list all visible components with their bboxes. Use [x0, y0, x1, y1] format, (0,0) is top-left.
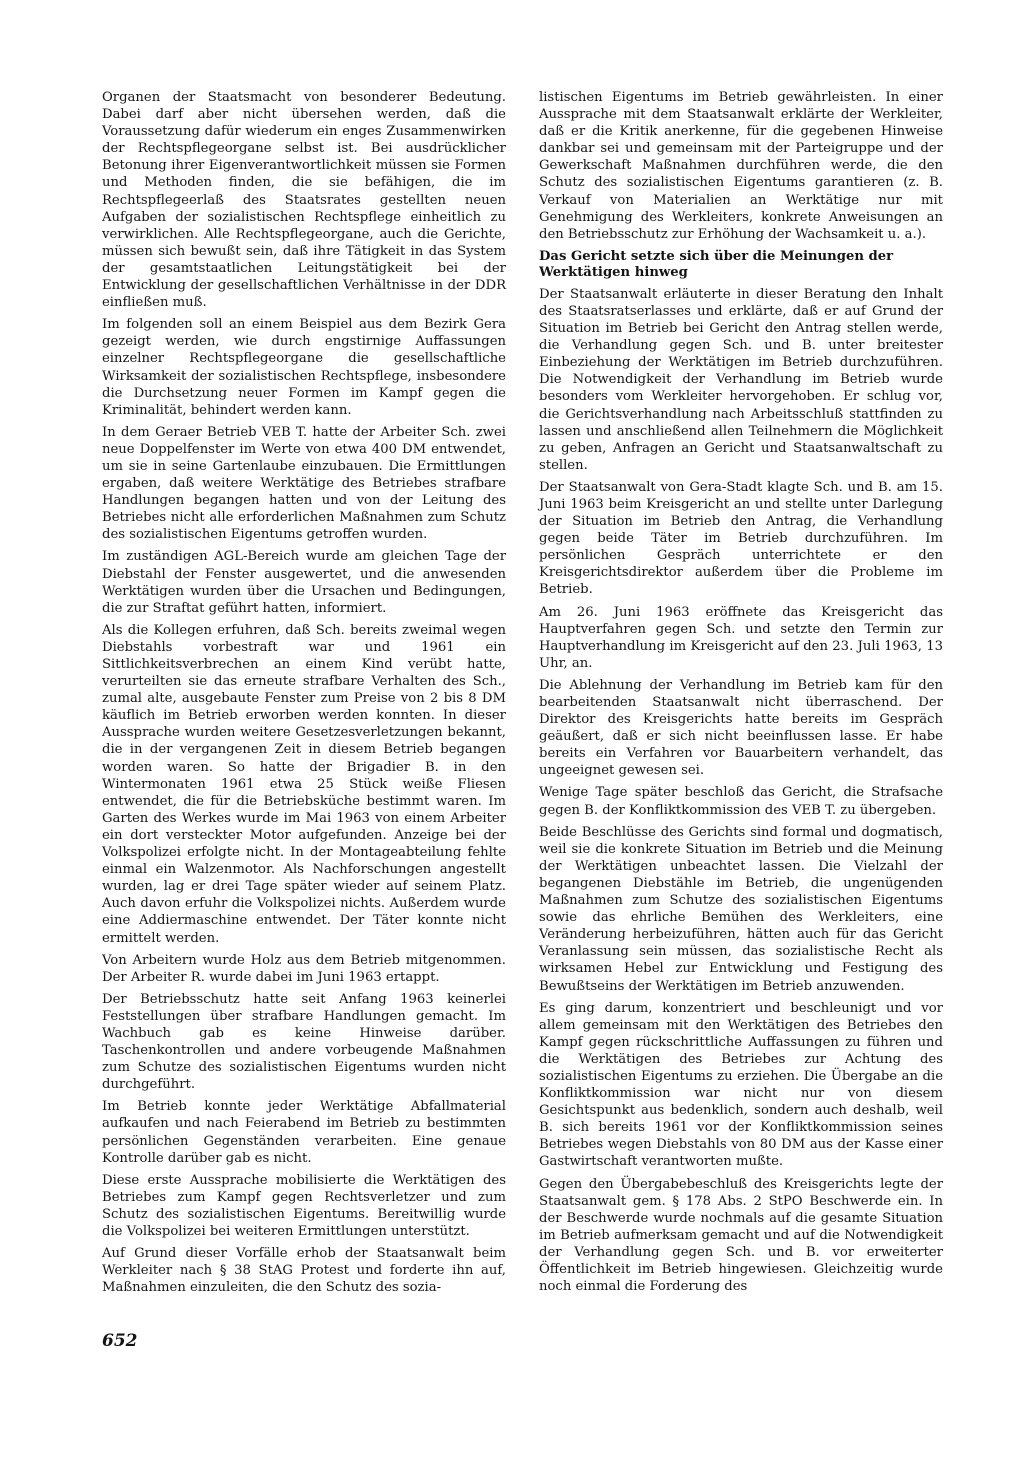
paragraph: Von Arbeitern wurde Holz aus dem Betrieb mitgenommen. Der Arbeiter R. wurde dabei im Juni 1963 ertappt.	[102, 952, 506, 985]
right-column	[539, 89, 943, 1300]
paragraph: Organen der Staatsmacht von besonderer Bedeutung. Dabei darf aber nicht übersehen werden, daß die Voraussetzung dafür wiederum ein enges Zusammenwirken der Rechtspflegeorgane selbst ist. Bei ausdrücklicher Betonung ihrer Eigenverantwortlichkeit müssen sie Formen und Methoden finden, die sie befähigen, die im Rechtspflegeerlaß des Staatsrates gestellten neuen Aufgaben der sozialistischen Rechtspflege einheitlich zu verwirklichen. Alle Rechtspflegeorgane, auch die Gerichte, müssen sich bewußt sein, daß ihre Tätigkeit in das System der gesamtstaatlichen Leitungstätigkeit bei der Entwicklung der gesellschaftlichen Verhältnisse in der DDR einfließen muß.	[102, 90, 506, 311]
paragraph: Im Betrieb konnte jeder Werktätige Abfallmaterial aufkaufen und nach Feierabend im Betrieb zu bestimmten persönlichen Gegenständen verarbeiten. Eine genaue Kontrolle darüber gab es nicht.	[102, 1099, 506, 1166]
paragraph: Der Staatsanwalt von Gera-Stadt klagte Sch. und B. am 15. Juni 1963 beim Kreisgericht an und stellte unter Darlegung der Situation im Betrieb den Antrag, die Verhandlung gegen beide Täter im Betrieb durchzuführen. Im persönlichen Gespräch unterrichtete er den Kreisgerichtsdirektor außerdem über die Probleme im Betrieb.	[539, 479, 943, 598]
paragraph: Es ging darum, konzentriert und beschleunigt und vor allem gemeinsam mit den Werktätigen des Betriebes den Kampf gegen rückschrittliche Auffassungen zu führen und die Werktätigen des Betriebes zur Achtung des sozialistischen Eigentums zu erziehen. Die Übergabe an die Konfliktkommission war nicht nur von diesem Gesichtspunkt aus bedenklich, sondern auch deshalb, weil B. sich bereits 1961 vor der Konfliktkommission seines Betriebes wegen Diebstahls von 80 DM aus der Kasse einer Gastwirtschaft verantworten mußte.	[539, 1000, 943, 1170]
paragraph: Gegen den Übergabebeschluß des Kreisgerichts legte der Staatsanwalt gem. § 178 Abs. 2 StPO Beschwerde ein. In der Beschwerde wurde nochmals auf die gesamte Situation im Betrieb aufmerksam gemacht und auf die Notwendigkeit der Verhandlung gegen Sch. und B. vor erweiterter Öffentlichkeit im Betrieb hingewiesen. Gleichzeitig wurde noch einmal die Forderung des	[539, 1176, 943, 1295]
paragraph: Beide Beschlüsse des Gerichts sind formal und dogmatisch, weil sie die konkrete Situation im Betrieb und die Meinung der Werktätigen unbeachtet lassen. Die Vielzahl der begangenen Diebstähle im Betrieb, die ungenügenden Maßnahmen zum Schutze des sozialistischen Eigentums sowie das ehrliche Bemühen des Werkleiters, eine Veränderung herbeizuführen, hätten auch für das Gericht Veranlassung sein müssen, das sozialistische Recht als wirksamen Hebel zur Entwicklung und Festigung des Bewußtseins der Werktätigen im Betrieb anzuwenden.	[539, 824, 943, 994]
paragraph: Wenige Tage später beschloß das Gericht, die Strafsache gegen B. der Konfliktkommission des VEB T. zu übergeben.	[539, 785, 943, 818]
paragraph: Diese erste Aussprache mobilisierte die Werktätigen des Betriebes zum Kampf gegen Rechtsverletzer und zum Schutz des sozialistischen Eigentums. Bereitwillig wurde die Volkspolizei bei weiteren Ermittlungen unterstützt.	[102, 1172, 506, 1239]
paragraph: Am 26. Juni 1963 eröffnete das Kreisgericht das Hauptverfahren gegen Sch. und setzte den Termin zur Hauptverhandlung im Kreisgericht auf den 23. Juli 1963, 13 Uhr, an.	[539, 604, 943, 671]
paragraph: Als die Kollegen erfuhren, daß Sch. bereits zweimal wegen Diebstahls vorbestraft war und 1961 ein Sittlichkeitsverbrechen an einem Kind verübt hatte, verurteilten sie das erneute strafbare Verhalten des Sch., zumal alte, ausgebaute Fenster zum Preise von 2 bis 8 DM käuflich im Betrieb erworben werden konnten. In dieser Aussprache wurden weitere Gesetzesverletzungen bekannt, die in der vergangenen Zeit in diesem Betrieb begangen worden waren. So hatte der Brigadier B. in den Wintermonaten 1961 etwa 25 Stück weiße Fliesen entwendet, die für die Betriebsküche bestimmt waren. Im Garten des Werkes wurde im Mai 1963 von einem Arbeiter ein dort versteckter Motor aufgefunden. Anzeige bei der Volkspolizei erfolgte nicht. In der Montageabteilung fehlte einmal ein Walzenmotor. Als Nachforschungen angestellt wurden, lag er drei Tage später wieder auf seinem Platz. Auch davon erfuhr die Volkspolizei nichts. Außerdem wurde eine Addiermaschine entwendet. Der Täter konnte nicht ermittelt werden.	[102, 622, 506, 946]
paragraph: Auf Grund dieser Vorfälle erhob der Staatsanwalt beim Werkleiter nach § 38 StAG Protest und forderte ihn auf, Maßnahmen einzuleiten, die den Schutz des sozia-	[102, 1246, 506, 1296]
page-number: 652	[102, 1331, 138, 1351]
paragraph: In dem Geraer Betrieb VEB T. hatte der Arbeiter Sch. zwei neue Doppelfenster im Werte von etwa 400 DM entwendet, um sie in seine Gartenlaube einzubauen. Die Ermittlungen ergaben, daß weitere Werktätige des Betriebes strafbare Handlungen begangen hatten und von der Leitung des Betriebes nicht alle erforderlichen Maßnahmen zum Schutz des sozialistischen Eigentums getroffen wurden.	[102, 424, 506, 543]
paragraph: Der Staatsanwalt erläuterte in dieser Beratung den Inhalt des Staatsratserlasses und erklärte, daß er auf Grund der Situation im Betrieb bei Gericht den Antrag stellen werde, die Verhandlung gegen Sch. und B. unter breitester Einbeziehung der Werktätigen im Betrieb durchzuführen. Die Notwendigkeit der Verhandlung im Betrieb wurde besonders vom Werkleiter hervorgehoben. Er schlug vor, die Gerichtsverhandlung nach Arbeitsschluß stattfinden zu lassen und anschließend allen Teilnehmern die Möglichkeit zu geben, Anfragen an Gericht und Staatsanwaltschaft zu stellen.	[539, 286, 943, 473]
section-heading: Das Gericht setzte sich über die Meinungen der Werktätigen hinweg	[539, 248, 894, 281]
paragraph: listischen Eigentums im Betrieb gewährleisten. In einer Aussprache mit dem Staatsanwalt erklärte der Werkleiter, daß er die Kritik anerkenne, für die gegebenen Hinweise dankbar sei und gemeinsam mit der Parteigruppe und der Gewerkschaft Maßnahmen durchführen werde, die den Schutz des sozialistischen Eigentums garantieren (z. B. Verkauf von Materialien an Werktätige nur mit Genehmigung des Werkleiters, konkrete Anweisungen an den Betriebsschutz zur Erhöhung der Wachsamkeit u. a.).	[539, 90, 943, 242]
paragraph: Im folgenden soll an einem Beispiel aus dem Bezirk Gera gezeigt werden, wie durch engstirnige Auffassungen einzelner Rechtspflegeorgane die gesellschaftliche Wirksamkeit der sozialistischen Rechtspflege, insbesondere die Durchsetzung neuer Formen im Kampf gegen die Kriminalität, behindert werden kann.	[102, 317, 506, 418]
left-column	[102, 89, 506, 1301]
paragraph: Im zuständigen AGL-Bereich wurde am gleichen Tage der Diebstahl der Fenster ausgewertet, und die anwesenden Werktätigen wurden über die Ursachen und Bedingungen, die zur Straftat geführt hatten, informiert.	[102, 549, 506, 616]
paragraph: Die Ablehnung der Verhandlung im Betrieb kam für den bearbeitenden Staatsanwalt nicht überraschend. Der Direktor des Kreisgerichts hatte bereits im Gespräch geäußert, daß er sich nicht beeinflussen lasse. Er habe bereits ein Verfahren vor Bauarbeitern verhandelt, das ungeeignet gewesen sei.	[539, 677, 943, 779]
paragraph: Der Betriebsschutz hatte seit Anfang 1963 keinerlei Feststellungen über strafbare Handlungen gemacht. Im Wachbuch gab es keine Hinweise darüber. Taschenkontrollen und andere vorbeugende Maßnahmen zum Schutze des sozialistischen Eigentums wurden nicht durchgeführt.	[102, 991, 506, 1093]
